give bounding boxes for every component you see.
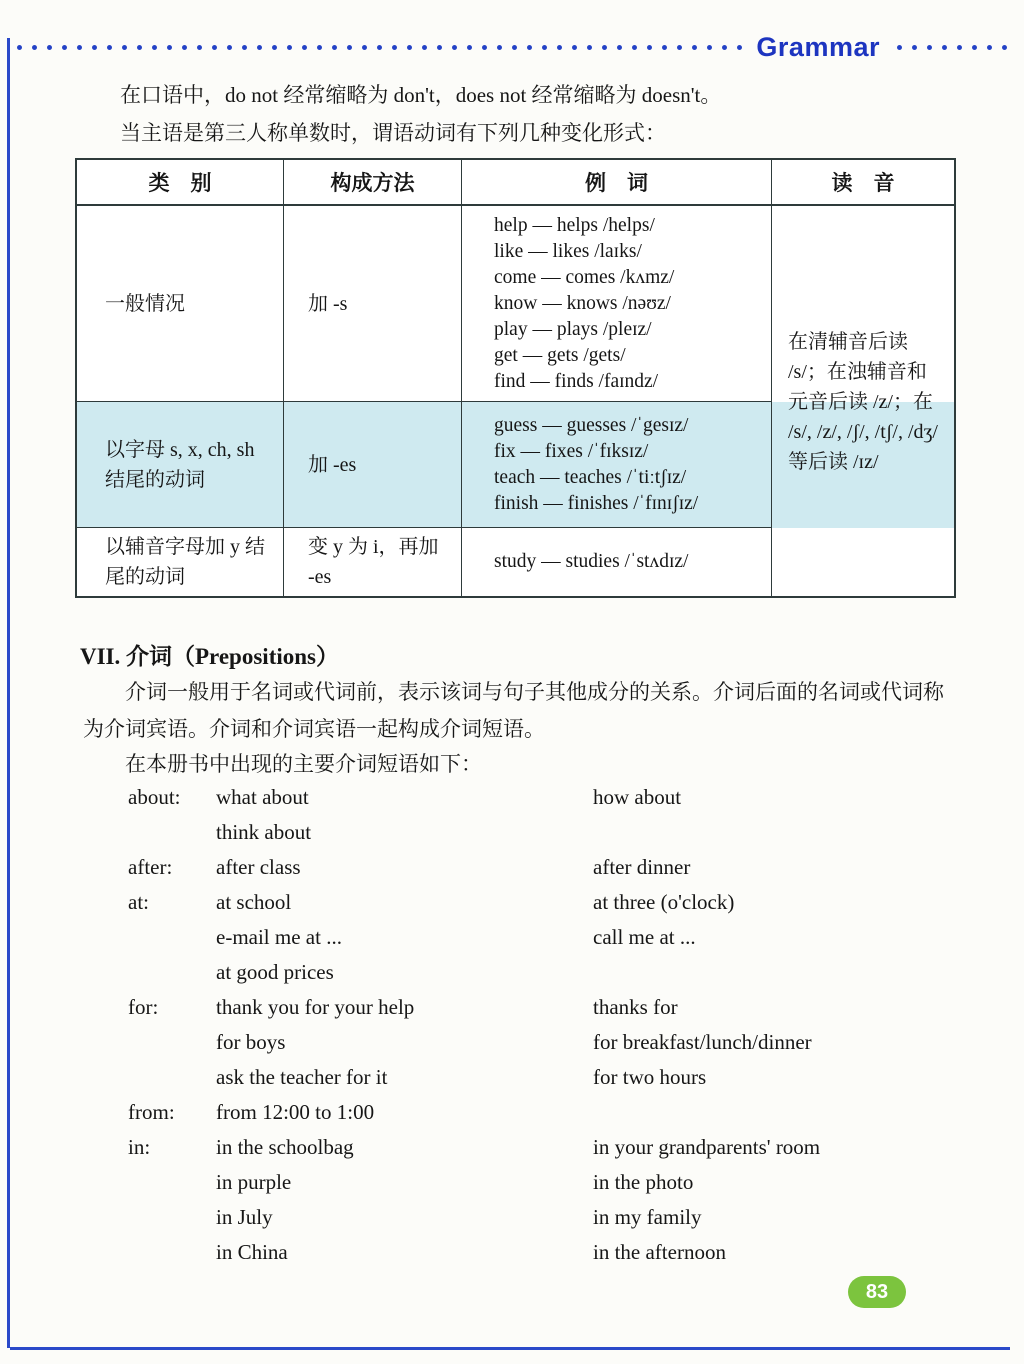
preposition-phrase-right: in my family <box>593 1205 702 1229</box>
example-word: get — gets /gets/ <box>494 344 626 366</box>
preposition-row <box>128 885 958 920</box>
page-header <box>12 31 1010 62</box>
example-word: finish — finishes /ˈfɪnɪʃɪz/ <box>494 492 699 514</box>
preposition-phrase-left: in the schoolbag <box>216 1135 354 1159</box>
table-cell-examples <box>462 402 772 528</box>
preposition-row <box>128 780 958 815</box>
example-word: like — likes /laɪks/ <box>494 240 642 262</box>
table-header-method: 构成方法 <box>284 160 462 206</box>
example-word: study — studies /ˈstʌdɪz/ <box>494 551 689 572</box>
dotted-rule-right <box>892 44 1010 51</box>
preposition-phrase-right: in your grandparents' room <box>593 1135 821 1159</box>
preposition-phrase-right: thanks for <box>593 995 678 1019</box>
example-word: help — helps /helps/ <box>494 214 655 236</box>
section-paragraph: 介词一般用于名词或代词前，表示该词与句子其他成分的关系。介词后面的名词或代词称为介词宾语。介词和介词宾语一起构成介词短语。 <box>83 680 944 741</box>
preposition-row <box>128 955 958 990</box>
intro-line-1: 在口语中，do not 经常缩略为 don't，does not 经常缩略为 doesn't。 <box>120 83 722 107</box>
table-cell-method: 加 -s <box>284 206 462 402</box>
table-header-row <box>77 160 954 206</box>
preposition-phrase-right: in the afternoon <box>593 1240 726 1264</box>
preposition-label: after: <box>128 855 173 879</box>
preposition-label: in: <box>128 1135 151 1159</box>
preposition-phrase-left: what about <box>216 785 309 809</box>
preposition-row <box>128 1165 958 1200</box>
table-cell-method: 加 -es <box>284 402 462 528</box>
preposition-row <box>128 1200 958 1235</box>
preposition-label: at: <box>128 890 149 914</box>
table-cell-examples <box>462 528 772 596</box>
table-cell-method: 变 y 为 i，再加 -es <box>284 528 462 596</box>
example-word: fix — fixes /ˈfɪksɪz/ <box>494 440 649 462</box>
page-number-badge: 83 <box>848 1276 906 1308</box>
preposition-row <box>128 1025 958 1060</box>
preposition-phrase-left: for boys <box>216 1030 286 1054</box>
example-word: know — knows /nəʊz/ <box>494 292 671 314</box>
example-word: teach — teaches /ˈtiːtʃɪz/ <box>494 466 687 488</box>
table-cell-examples <box>462 206 772 402</box>
preposition-phrase-left: after class <box>216 855 301 879</box>
preposition-phrase-left: in China <box>216 1240 288 1264</box>
intro-paragraph <box>120 76 940 152</box>
table-cell-category: 以字母 s, x, ch, sh 结尾的动词 <box>77 402 284 528</box>
preposition-phrase-right: after dinner <box>593 855 691 879</box>
pronunciation-note-text: 在清辅音后读 /s/；在浊辅音和元音后读 /z/；在 /s/, /z/, /ʃ/, /tʃ/, /dʒ/ 等后读 /ɪz/ <box>788 331 938 473</box>
preposition-row <box>128 850 958 885</box>
table-header-pronunciation: 读 音 <box>772 160 954 206</box>
preposition-phrase-left: ask the teacher for it <box>216 1065 388 1089</box>
preposition-phrase-left: e-mail me at ... <box>216 925 342 949</box>
section-lead-line: 在本册书中出现的主要介词短语如下： <box>125 752 482 776</box>
intro-line-2: 当主语是第三人称单数时，谓语动词有下列几种变化形式： <box>120 121 666 145</box>
preposition-phrase-right: for two hours <box>593 1065 707 1089</box>
preposition-label: about: <box>128 785 181 809</box>
preposition-phrase-left: think about <box>216 820 312 844</box>
table-cell-category: 以辅音字母加 y 结尾的动词 <box>77 528 284 596</box>
preposition-label: for: <box>128 995 159 1019</box>
table-cell-category: 一般情况 <box>77 206 284 402</box>
example-word: come — comes /kʌmz/ <box>494 266 675 288</box>
preposition-phrase-left: at school <box>216 890 292 914</box>
preposition-phrase-left: at good prices <box>216 960 334 984</box>
preposition-row <box>128 815 958 850</box>
dotted-rule-left <box>12 44 744 51</box>
example-word: find — finds /faɪndz/ <box>494 370 659 392</box>
preposition-phrase-right: for breakfast/lunch/dinner <box>593 1030 812 1054</box>
verb-forms-table <box>75 158 956 598</box>
preposition-row <box>128 990 958 1025</box>
preposition-row <box>128 920 958 955</box>
page-edge-bottom-rule <box>10 1347 1010 1350</box>
preposition-label: from: <box>128 1100 175 1124</box>
preposition-phrase-right: how about <box>593 785 682 809</box>
preposition-phrase-right: call me at ... <box>593 925 696 949</box>
table-header-category: 类 别 <box>77 160 284 206</box>
preposition-row <box>128 1060 958 1095</box>
page-header-title: Grammar <box>756 31 880 62</box>
example-word: guess — guesses /ˈgesɪz/ <box>494 414 689 436</box>
preposition-row <box>128 1235 958 1270</box>
table-header-examples: 例 词 <box>462 160 772 206</box>
example-word: play — plays /pleɪz/ <box>494 318 652 340</box>
preposition-phrase-right: in the photo <box>593 1170 694 1194</box>
pronunciation-note <box>772 208 950 596</box>
preposition-phrase-left: in purple <box>216 1170 292 1194</box>
section-heading-prepositions: VII. 介词（Prepositions） <box>80 644 339 669</box>
preposition-phrase-list <box>128 780 958 1270</box>
page-edge-left-rule <box>7 38 10 1348</box>
preposition-phrase-right: at three (o'clock) <box>593 890 735 914</box>
preposition-row <box>128 1130 958 1165</box>
preposition-phrase-left: in July <box>216 1205 273 1229</box>
preposition-phrase-left: thank you for your help <box>216 995 415 1019</box>
preposition-row <box>128 1095 958 1130</box>
preposition-phrase-left: from 12:00 to 1:00 <box>216 1100 375 1124</box>
